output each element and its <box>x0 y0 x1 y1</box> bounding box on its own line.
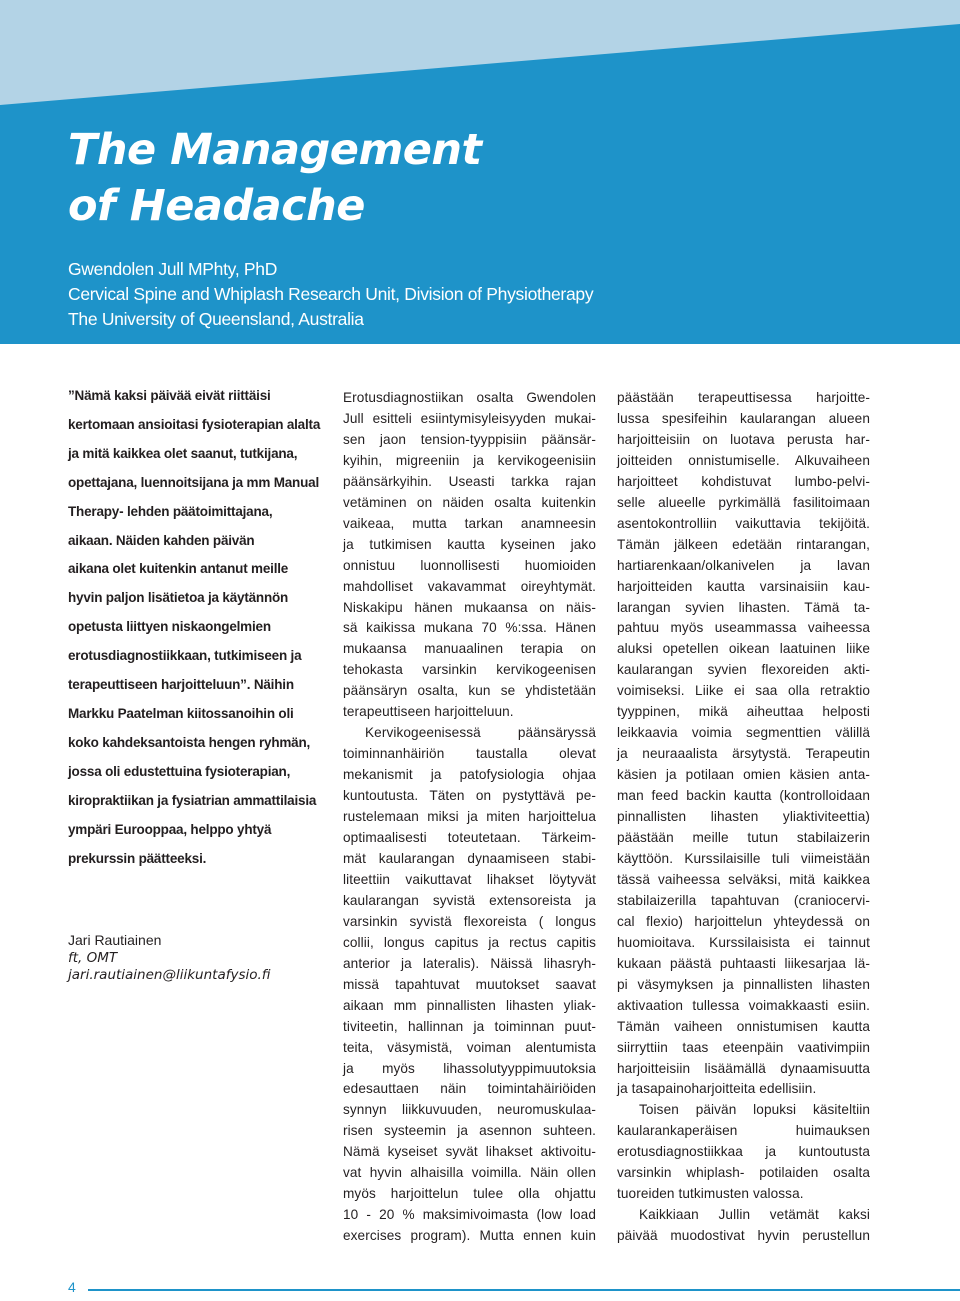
title-line-1: The Management <box>68 125 482 175</box>
text-line: Kaikkiaan Jullin vetämät kaksi <box>639 1207 870 1223</box>
author-affiliation <box>68 257 593 332</box>
intro-line: Therapy- lehden päätoimittajana, <box>68 503 273 519</box>
article-title <box>68 122 482 234</box>
intro-line: kiropraktiikan ja fysiatrian ammattilaisia <box>68 792 317 808</box>
body-column-3 <box>617 388 870 1247</box>
text-line: erotusdiagnostiikkaa ja kuntoutusta <box>617 1144 870 1160</box>
text-line: pinnallisten lihasten yliaktiviteettia) <box>617 809 870 825</box>
text-line: aktivaation tullessa voimakkaasti esiin. <box>617 997 870 1013</box>
text-line: cal flexio) harjoittelun yhteydessä on <box>617 913 870 929</box>
intro-line: ympäri Eurooppaa, helppo yhtyä <box>68 821 272 837</box>
text-line: man feed backin kautta (kontrolloidaan <box>617 788 870 804</box>
text-line: teita, väsymistä, voiman alentumista <box>343 1039 596 1055</box>
text-line: anterior ja lateralis). Näissä lihasryh- <box>343 955 596 971</box>
intro-line: opettajana, luennoitsijana ja mm Manual <box>68 474 320 490</box>
text-line: harjoitteet kohdistuvat lumbo-pelvi- <box>617 473 870 489</box>
intro-line: kertomaan ansioitasi fysioterapian alalta <box>68 416 321 432</box>
intro-line: opetusta liittyen niskaongelmien <box>68 619 271 635</box>
intro-line: jossa oli edustettuina fysioterapian, <box>68 763 291 779</box>
text-line: collii, longus capitus ja rectus capitis <box>343 934 596 950</box>
author-university: The University of Queensland, Australia <box>68 309 364 329</box>
text-line: rustelemaan miksi ja miten harjoittelua <box>343 809 596 825</box>
text-line: ja tasapainoharjoitteita edellisiin. <box>617 1081 817 1097</box>
text-line: ja myös lihassolutyyppimuutoksia <box>343 1060 596 1076</box>
text-line: liteettiin vaikuttavat lihakset löytyvät <box>343 871 596 887</box>
text-line: varsinkin whiplash- potilaiden osalta <box>617 1165 870 1181</box>
text-line: onnistuu luonnollisesti huomioiden <box>343 557 596 573</box>
text-line: pi väsymyksen ja pinnallisten lihasten <box>617 976 870 992</box>
text-line: 10 - 20 % maksimivoimasta (low load <box>343 1207 596 1223</box>
text-line: stabilaizerilla tapahtuvan (craniocervi- <box>617 892 870 908</box>
intro-line: erotusdiagnostiikkaan, tutkimiseen ja <box>68 648 302 664</box>
text-line: Erotusdiagnostiikan osalta Gwendolen <box>343 390 596 405</box>
text-line: sä kaikissa mukana 70 %:ssa. Hänen <box>343 620 596 636</box>
page-number: 4 <box>68 1279 76 1295</box>
text-line: larangan syvien lihasten. Tämä ta- <box>617 599 870 615</box>
text-line: siirryttiin taas eteenpäin vaativimpiin <box>617 1039 870 1055</box>
text-line: exercises program). Mutta ennen kuin <box>343 1228 596 1244</box>
text-line: käyttöön. Kurssilaisille tuli viimeistään <box>617 850 870 866</box>
text-line: kyihin, migreeniin ja kervikogeenisiin <box>343 452 596 468</box>
text-line: mukaansa manuaalinen terapia on <box>343 641 596 657</box>
text-line: harjoitteisiin on luotava perusta har- <box>617 431 870 447</box>
intro-line: aikaan. Näiden kahden päivän <box>68 532 255 548</box>
text-line: varsinkin syvistä flexoreista ( longus <box>343 913 596 929</box>
text-line: ja neuraaalista ärsytystä. Terapeutin <box>617 746 870 762</box>
signature <box>68 932 271 985</box>
text-line: päänsäryn osalta, kun se yhdistetään <box>343 683 596 699</box>
text-line: päänsärkyihin. Useasti tarkka rajan <box>343 473 596 489</box>
text-line: optimaalisesti toteutetaan. Tärkeim- <box>343 830 596 846</box>
text-line: harjoitteiden kautta varsinaisiin kau- <box>617 578 870 594</box>
body-column-2 <box>343 388 596 1247</box>
text-line: vetäminen on näiden osalta kuitenkin <box>343 494 596 510</box>
text-line: selle alueelle pyrkimällä fasilitoimaan <box>617 494 870 510</box>
text-line: synnyn liikkuvuuden, neuromuskulaa- <box>343 1102 596 1118</box>
author-unit: Cervical Spine and Whiplash Research Unit, Division of Physiotherapy <box>68 284 594 304</box>
text-line: tässä vaiheessa selväksi, mitä kaikkea <box>617 871 870 887</box>
text-line: Niskakipu hänen mukaansa on näis- <box>343 599 596 615</box>
intro-line: koko kahdeksantoista hengen ryhmän, <box>68 734 311 750</box>
text-line: Kervikogeenisessä päänsäryssä <box>365 725 596 741</box>
paragraph <box>617 1100 870 1205</box>
text-line: voimiseksi. Liike ei saa olla retraktio <box>617 683 870 699</box>
text-line: edesauttaen näin toimintahäiriöiden <box>343 1081 596 1097</box>
intro-line: hyvin paljon lisätietoa ja käytännön <box>68 590 289 606</box>
text-line: ja tutkimisen kautta kyseinen jako <box>343 536 596 552</box>
text-line: terapeuttiseen harjoitteluun. <box>343 704 514 720</box>
text-line: tuoreiden tutkimusten valossa. <box>617 1186 804 1202</box>
intro-quote <box>68 382 338 873</box>
intro-line: ”Nämä kaksi päivää eivät riittäisi <box>68 388 271 403</box>
intro-line: prekurssin päätteeksi. <box>68 850 207 866</box>
author-name: Gwendolen Jull MPhty, PhD <box>68 259 278 279</box>
text-line: päivää muodostivat hyvin perustellun <box>617 1228 870 1244</box>
header-band <box>0 0 960 344</box>
text-line: huomioitava. Kurssilaisista ei tainnut <box>617 934 870 950</box>
text-line: vat hyvin alhaisilla voimilla. Näin ollen <box>343 1165 596 1181</box>
text-line: Tämän jälkeen edetään rintarangan, <box>617 536 870 552</box>
text-line: kaularangan syvistä extensoreista ja <box>343 892 596 908</box>
paragraph <box>343 388 596 723</box>
text-line: tehokasta varsinkin kervikogeenisen <box>343 662 596 678</box>
signature-title: ft, OMT <box>68 949 118 966</box>
text-line: asentokontrolliin vaikuttavia tekijöitä. <box>617 515 870 531</box>
text-line: kaularankaperäisen huimauksen <box>617 1123 870 1139</box>
text-line: mät kaularangan dynaamiseen stabi- <box>343 850 596 866</box>
text-line: aikaan mm pinnallisten lihasten yliak- <box>343 997 596 1013</box>
text-line: kuntoutusta. Täten on pystyttävä pe- <box>343 788 596 804</box>
text-line: käsien ja potilaan omien käsien anta- <box>617 767 870 783</box>
text-line: myös harjoittelun tulee olla ohjattu <box>343 1186 596 1202</box>
title-line-2: of Headache <box>68 181 365 231</box>
intro-column <box>68 382 338 873</box>
text-line: tyyppinen, mikä aiheuttaa helposti <box>617 704 870 720</box>
text-line: missä tapahtuvat muutokset saavat <box>343 976 596 992</box>
intro-line: terapeuttiseen harjoitteluun”. Näihin <box>68 677 294 693</box>
text-line: Tämän vaiheen onnistumisen kautta <box>617 1018 870 1034</box>
text-line: lussa spesifeihin kaularangan alueen <box>617 410 870 426</box>
text-line: harjoitteisiin lisäämällä dynaamisuutta <box>617 1060 870 1076</box>
paragraph <box>343 723 596 1247</box>
text-line: Toisen päivän lopuksi käsiteltiin <box>639 1102 870 1118</box>
text-line: mekanismit ja patofysiologia ohjaa <box>343 767 596 783</box>
text-line: kaularangan syvien flexoreiden akti- <box>617 662 870 678</box>
text-line: päästään meille tutun stabilaizerin <box>617 830 870 846</box>
header-light-band <box>0 0 960 105</box>
intro-line: aikana olet kuitenkin antanut meille <box>68 561 289 577</box>
text-line: Nämä kyseiset syvät lihakset aktivoitu- <box>343 1144 596 1160</box>
text-line: Jull esitteli esiintymisyleisyyden mukai- <box>343 410 596 426</box>
paragraph <box>617 388 870 1100</box>
text-line: sen jaon tension-tyyppisiin päänsär- <box>343 431 596 447</box>
text-line: hartiarenkaan/olkanivelen ja lavan <box>617 557 870 573</box>
text-line: pahtuu myös useammassa vaiheessa <box>617 620 870 636</box>
text-line: tiviteetin, hallinnan ja toiminnan puut- <box>343 1018 596 1034</box>
signature-name: Jari Rautiainen <box>68 932 162 948</box>
text-line: risen systeemin ja asennon suhteen. <box>343 1123 596 1139</box>
text-line: toiminnanhäiriön taustalla olevat <box>343 746 596 762</box>
text-line: aluksi opetellen oikean laatuinen liike <box>617 641 870 657</box>
text-line: päästään terapeuttisessa harjoitte- <box>617 390 870 405</box>
signature-email[interactable]: jari.rautiainen@liikuntafysio.fi <box>68 967 271 983</box>
text-line: joitteiden onnistumiselle. Alkuvaiheen <box>617 452 870 468</box>
intro-line: ja mitä kaikkea olet saanut, tutkijana, <box>68 445 298 461</box>
text-line: mahdolliset vakavammat oireyhtymät. <box>343 578 596 594</box>
text-line: vaikeaa, mutta tarkan anamneesin <box>343 515 596 531</box>
paragraph <box>617 1205 870 1247</box>
text-line: leikkaavia voimia segmenttien välillä <box>617 725 870 741</box>
intro-line: Markku Paatelman kiitossanoihin oli <box>68 705 294 721</box>
text-line: kukaan päästä puhtaasti liikesarjaa lä- <box>617 955 870 971</box>
footer-rule <box>88 1289 960 1291</box>
